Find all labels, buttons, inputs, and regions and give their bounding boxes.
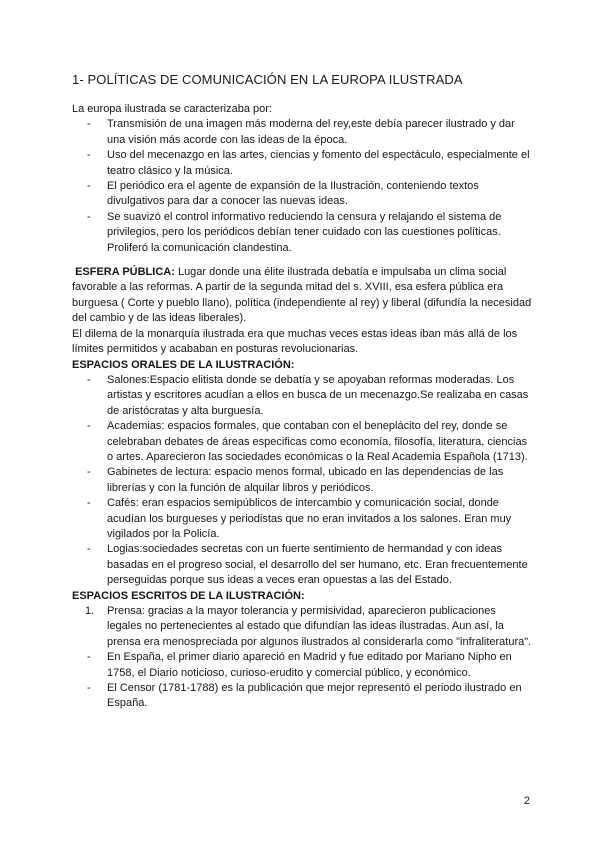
list-item	[72, 148, 532, 179]
list-item	[72, 179, 532, 210]
list-item	[72, 604, 532, 650]
list-item	[72, 542, 532, 588]
dash-marker: -	[87, 149, 91, 162]
dash-marker: -	[87, 543, 91, 556]
list-item	[72, 373, 532, 419]
dash-marker: -	[87, 420, 91, 433]
page-title: 1- POLÍTICAS DE COMUNICACIÓN EN LA EUROPA ILUSTRADA	[72, 72, 463, 87]
escritos-list	[72, 604, 532, 650]
list-item	[72, 650, 532, 681]
list-item-text: Cafés: eran espacios semipúblicos de intercambio y comunicación social, donde acudían los burgueses y periodistas que no eran invitados a los salones. Eran muy vigilados por la Policía.	[107, 497, 512, 540]
dash-marker: -	[87, 180, 91, 193]
escritos-heading: ESPACIOS ESCRITOS DE LA ILUSTRACIÓN:	[72, 589, 305, 602]
list-item-text: El periódico era el agente de expansión de la Ilustración, conteniendo textos divulgativos para dar a conocer las nuevas ideas.	[107, 180, 479, 208]
orales-list	[72, 373, 532, 589]
number-marker: 1.	[85, 605, 95, 617]
page-number: 2	[523, 795, 530, 807]
list-item	[72, 210, 532, 256]
list-item-text: En España, el primer diario apareció en Madrid y fue editado por Mariano Nipho en 1758, el Diario noticioso, curioso-erudito y comercial público, y económico.	[107, 651, 512, 679]
orales-heading: ESPACIOS ORALES DE LA ILUSTRACIÓN:	[72, 358, 295, 371]
dash-marker: -	[87, 466, 91, 479]
dash-marker: -	[87, 682, 91, 695]
list-item-text: El Censor (1781-1788) es la publicación que mejor representó el periodo ilustrado en España.	[107, 682, 522, 710]
dilema-paragraph: El dilema de la monarquía ilustrada era que muchas veces estas ideas iban más allá de los límites permitidos y acababan en posturas revolucionarias.	[72, 327, 518, 356]
dash-marker: -	[87, 118, 91, 131]
escritos-sublist	[72, 650, 532, 712]
characteristics-list	[72, 117, 532, 256]
list-item	[72, 465, 532, 496]
intro-text: La europa ilustrada se caracterizaba por:	[72, 103, 272, 115]
document-body	[72, 102, 532, 712]
list-item-text: Salones:Espacio elitista donde se debatía y se apoyaban reformas moderadas. Los artistas y escritores acudían a ellos en busca de un mecenazgo.Se realizaba en casas de aristócratas y alta burguesía.	[107, 373, 529, 417]
esfera-text: Lugar donde una élite ilustrada debatía e impulsaba un clima social favorable a las reformas. A partir de la segunda mitad del s. XVIII, esa esfera pública era burguesa ( Corte y pueblo llano), política (independiente al rey) y liberal (difundía la necesidad del cambio y de las ideas liberales).	[72, 266, 532, 325]
dash-marker: -	[87, 497, 91, 510]
list-item-text: Transmisión de una imagen más moderna del rey,este debía parecer ilustrado y dar una visión más acorde con las ideas de la época.	[107, 118, 515, 146]
list-item-text: Se suavizó el control informativo reduciendo la censura y relajando el sistema de privilegios, pero los periódicos debían tener cuidado con las cuestiones políticas. Proliferó la comunicación clandestina.	[107, 210, 502, 254]
list-item	[72, 117, 532, 148]
esfera-label: ESFERA PÚBLICA:	[75, 266, 175, 279]
list-item-text: Gabinetes de lectura: espacio menos formal, ubicado en las dependencias de las librerías y con la función de alquilar libros y periódicos.	[107, 466, 504, 494]
list-item	[72, 681, 532, 712]
dash-marker: -	[87, 651, 91, 664]
dash-marker: -	[87, 373, 91, 386]
list-item	[72, 419, 532, 465]
list-item-text: Logias:sociedades secretas con un fuerte sentimiento de hermandad y con ideas basadas en el progreso social, el desarrollo del ser humano, etc. Eran frecuentemente perseguidas porque sus ideas a veces eran opuestas a las del Estado.	[107, 543, 528, 587]
esfera-paragraph	[72, 265, 532, 327]
dash-marker: -	[87, 210, 91, 223]
list-item-text: Uso del mecenazgo en las artes, ciencias y fomento del espectáculo, especialmente el teatro clásico y la música.	[107, 149, 530, 177]
list-item-text: Prensa: gracias a la mayor tolerancia y permisividad, aparecieron publicaciones legales no pertenecientes al estado que difundían las ideas ilustradas. Aun así, la prensa era menospreciada por algunos ilustrados al considerarla como "infraliteratura".	[107, 605, 532, 648]
list-item	[72, 496, 532, 542]
list-item-text: Academias: espacios formales, que contaban con el beneplácito del rey, donde se celebraban debates de áreas especificas como economía, filosofía, literatura, ciencias o artes. Aparecieron las sociedades económicas o la Real Academia Española (1713).	[107, 420, 528, 463]
